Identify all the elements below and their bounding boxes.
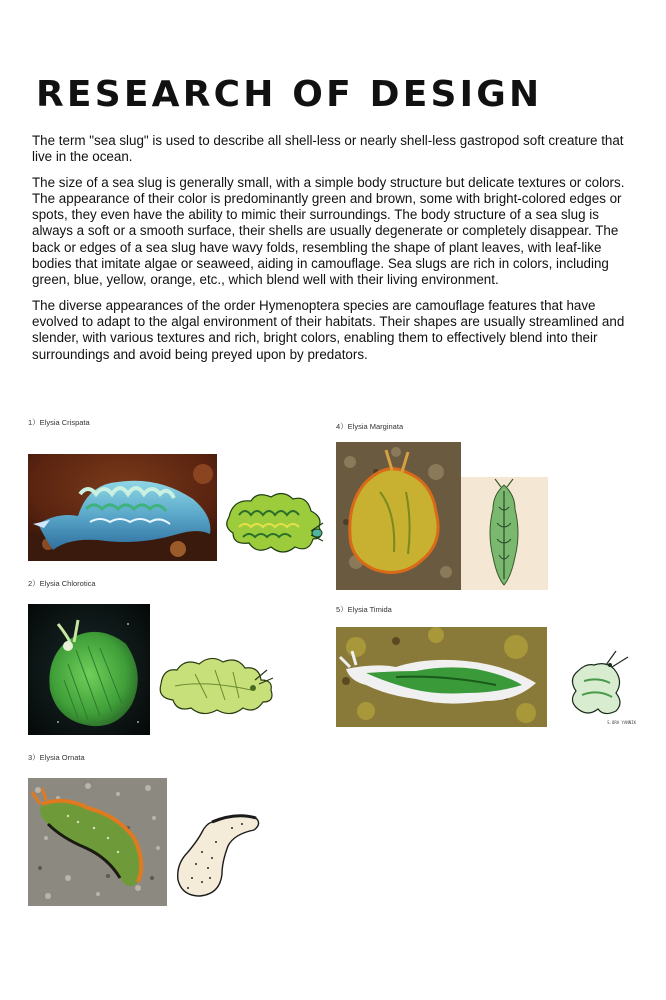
elysia-ornata-photo-icon [28, 778, 167, 906]
elysia-crispata-photo-icon [28, 454, 217, 561]
specimen-label-chlorotica: 2）Elysia Chlorotica [28, 579, 96, 588]
specimen-label-ornata: 3）Elysia Ornata [28, 753, 85, 762]
paragraph-definition: The term "sea slug" is used to describe all shell-less or nearly shell-less gastropod soft creature that live in the ocean. [32, 133, 624, 165]
specimen-label-crispata: 1）Elysia Crispata [28, 418, 90, 427]
elysia-ornata-sketch-icon [172, 812, 264, 900]
elysia-timida-photo-icon [336, 627, 547, 727]
intro-text [32, 133, 632, 372]
elysia-timida-sketch-icon [554, 643, 640, 727]
paragraph-camouflage: The diverse appearances of the order Hymenoptera species are camouflage features that have evolved to adapt to the algal environment of their habitats. Their shapes are usually streamlined and slender, with various textures and rich, bright colors, enabling them to effectively blend into their surroundings and avoid being preyed upon by predators. [32, 297, 625, 362]
elysia-crispata-sketch-icon [223, 487, 325, 557]
page-title: RESEARCH OF DESIGN [36, 74, 543, 115]
sketch-signature: S.ORA YANNIK [607, 720, 636, 725]
elysia-chlorotica-photo-icon [28, 604, 150, 735]
elysia-marginata-sketch-icon [461, 477, 548, 590]
elysia-marginata-photo-icon [336, 442, 461, 590]
specimen-label-timida: 5）Elysia Timida [336, 605, 392, 614]
specimen-label-marginata: 4）Elysia Marginata [336, 422, 404, 431]
elysia-chlorotica-sketch-icon [155, 650, 277, 722]
paragraph-appearance: The size of a sea slug is generally small, with a simple body structure but delicate textures or colors. The appearance of their color is predominantly green and brown, some with bright-colored edges or spots, they even have the ability to mimic their surroundings. The body structure of a sea slug is always a soft or a smooth surface, their shells are usually degenerate or completely disappear. The back or edges of a sea slug have wavy folds, resembling the shape of plant leaves, with leaf-like bodies that imitate algae or seaweed, aiding in camouflage. Sea slugs are rich in colors, including green, blue, yellow, orange, etc., which blend well with their living environment. [32, 174, 625, 288]
